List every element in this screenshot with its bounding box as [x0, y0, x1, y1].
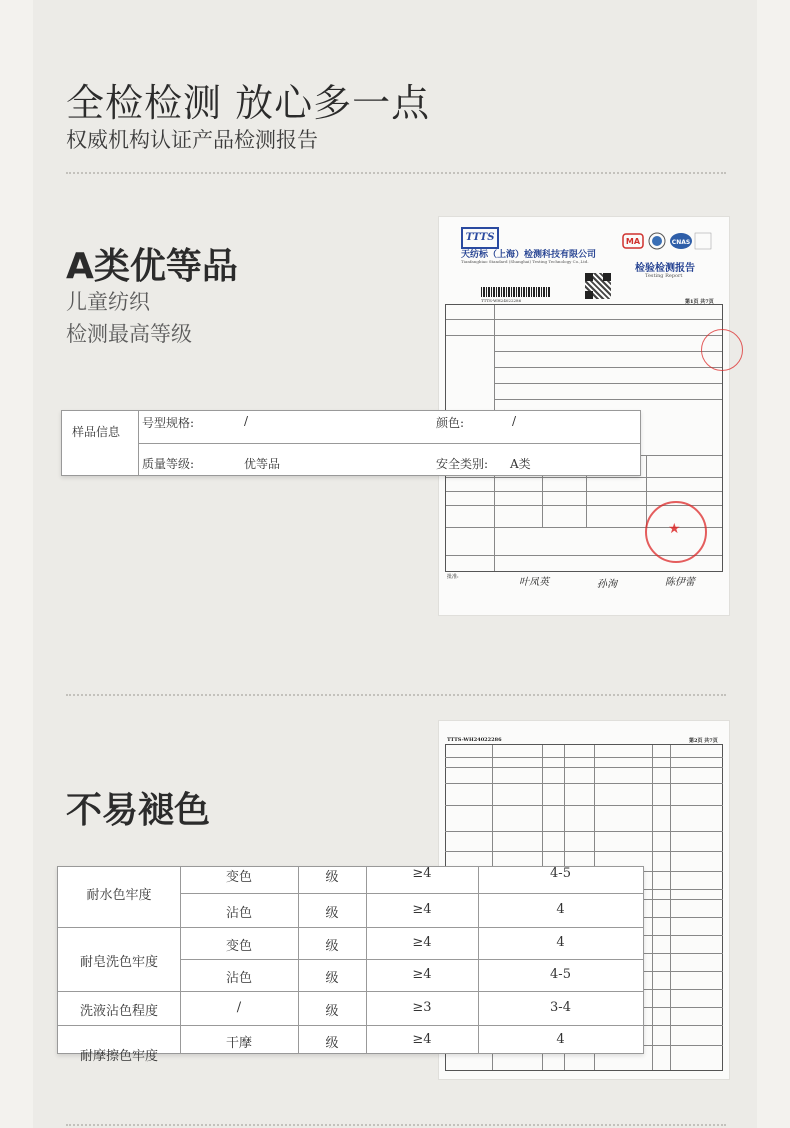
divider-middle [66, 694, 726, 696]
cell-unit: 级 [325, 971, 339, 986]
ttts-logo: TTTS [461, 227, 499, 249]
cell-result: 4 [556, 935, 565, 950]
approval-label: 批准: [447, 574, 459, 580]
spec-value: / [244, 414, 249, 428]
grade-value: 优等品 [244, 457, 281, 471]
row-group-rubbing: 耐摩擦色牢度 [79, 1049, 158, 1064]
cell-item: 干摩 [225, 1036, 252, 1051]
report2-code: TTTS-WH24022286 [447, 737, 502, 743]
divider-bottom [66, 1124, 726, 1126]
row-group-soap: 耐皂洗色牢度 [79, 955, 158, 970]
cell-requirement: ≥4 [412, 902, 432, 917]
grade-label: 质量等级: [142, 457, 195, 471]
cell-result: 3-4 [550, 1000, 571, 1015]
cell-unit: 级 [325, 906, 339, 921]
colorfastness-card [57, 866, 644, 1064]
cell-result: 4-5 [550, 866, 571, 881]
cell-result: 4-5 [550, 967, 571, 982]
qr-code-icon [585, 273, 611, 299]
signature-3: 陈伊蕾 [665, 577, 695, 588]
color-label: 颜色: [436, 416, 465, 430]
cell-requirement: ≥4 [412, 866, 432, 881]
report-page-number: 第1页 共7页 [685, 299, 714, 305]
cell-unit: 级 [325, 1004, 339, 1019]
cell-item: 沾色 [225, 906, 252, 921]
section-a-subtitle-1: 儿童纺织 [66, 290, 150, 314]
svg-text:CNAS: CNAS [671, 239, 691, 246]
row-group-wash-liquor: 洗液沾色程度 [79, 1004, 158, 1019]
sample-info-card [61, 410, 641, 476]
page-headline: 全检检测 放心多一点 [66, 81, 431, 125]
cell-unit: 级 [325, 1036, 339, 1051]
cell-requirement: ≥4 [412, 1032, 432, 1047]
spec-label: 号型规格: [142, 416, 195, 430]
cell-requirement: ≥4 [412, 967, 432, 982]
signature-1: 叶凤英 [519, 577, 549, 588]
report2-page-number: 第2页 共7页 [689, 738, 718, 744]
cell-unit: 级 [325, 870, 339, 885]
cell-requirement: ≥4 [412, 935, 432, 950]
seal-partial-icon [701, 329, 743, 371]
cell-item: 沾色 [225, 971, 252, 986]
color-value: / [512, 414, 517, 428]
page-subhead: 权威机构认证产品检测报告 [66, 128, 318, 152]
safety-value: A类 [510, 457, 531, 471]
safety-label: 安全类别: [436, 457, 489, 471]
cell-result: 4 [556, 902, 565, 917]
section-a-title: A类优等品 [66, 246, 238, 287]
report-org-name-en: Tianfangbiao Standard (Shanghai) Testing Technology Co.,Ltd. [461, 259, 589, 264]
section-b-title: 不易褪色 [66, 790, 211, 831]
sample-info-label: 样品信息 [72, 425, 121, 439]
report-title: 检验检测报告 [635, 263, 695, 274]
section-a-subtitle-2: 检测最高等级 [66, 322, 192, 346]
report-org-name: 天纺标（上海）检测科技有限公司 [461, 250, 597, 260]
cell-result: 4 [556, 1032, 565, 1047]
barcode-icon [481, 287, 551, 297]
certification-marks-icon [623, 231, 713, 253]
report-title-en: Testing Report [645, 273, 683, 279]
cell-item: / [236, 1000, 242, 1015]
row-group-water: 耐水色牢度 [86, 888, 152, 903]
cell-unit: 级 [325, 939, 339, 954]
cell-item: 变色 [225, 939, 252, 954]
signature-2: 孙洵 [597, 579, 617, 590]
svg-text:MA: MA [625, 237, 641, 246]
divider-top [66, 172, 726, 174]
cell-requirement: ≥3 [412, 1000, 432, 1015]
official-seal-icon: ★ [645, 501, 707, 563]
report-barcode-text: TTTS-WH24022286 [481, 298, 522, 303]
cell-item: 变色 [225, 870, 252, 885]
